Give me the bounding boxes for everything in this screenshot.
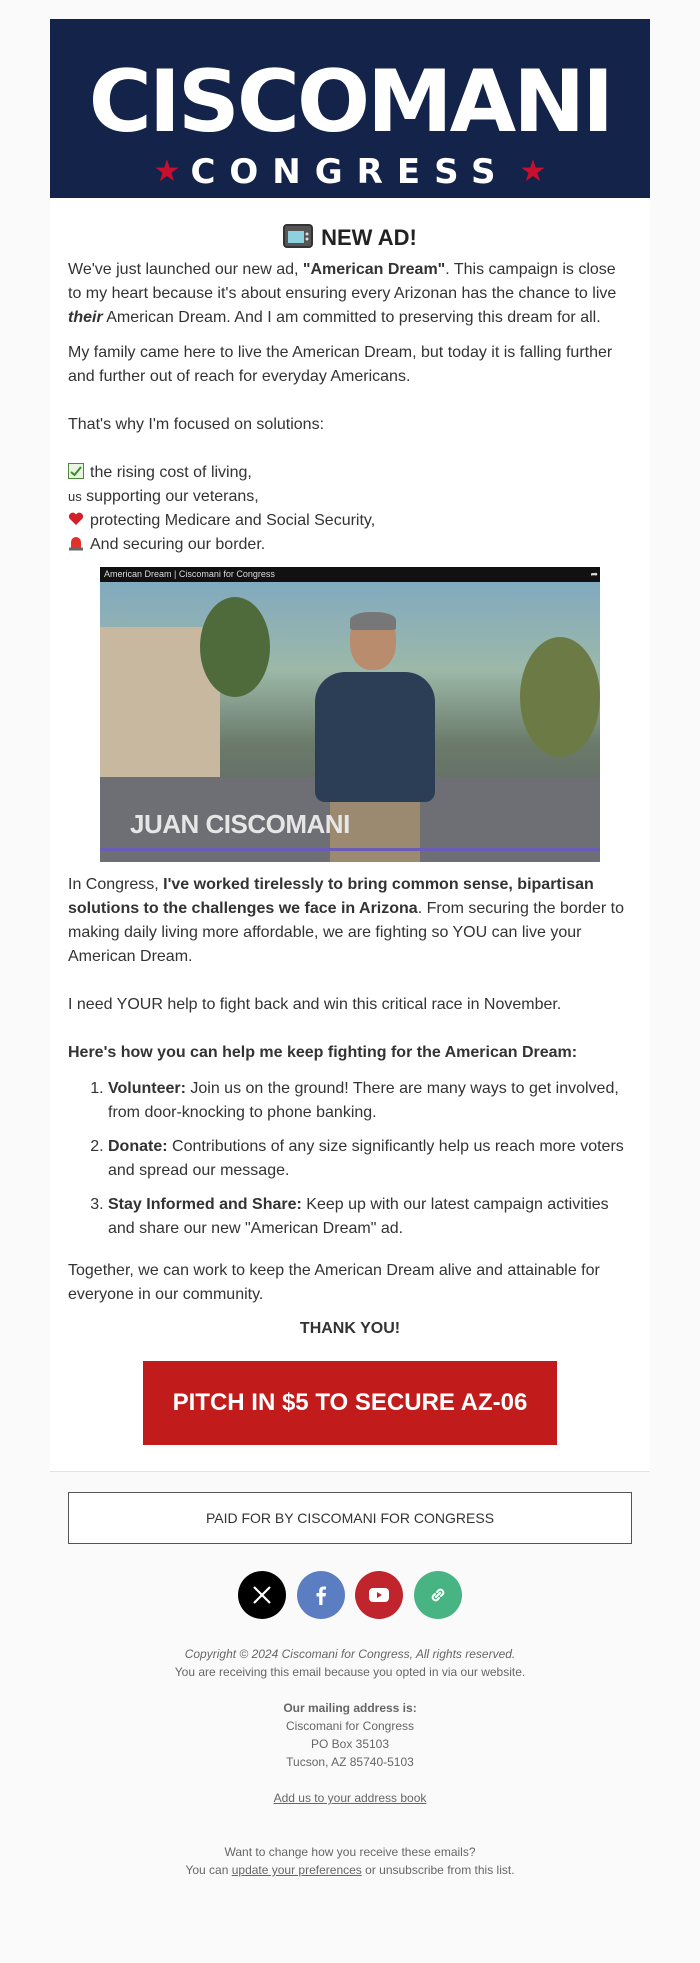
youtube-icon [367,1583,391,1607]
solution-text: protecting Medicare and Social Security, [90,512,376,529]
step-label: Donate: [108,1138,168,1155]
new-ad-title: NEW AD! [321,225,417,250]
video-progress-bar [100,848,600,851]
ad-name: "American Dream" [302,261,446,278]
video-title-bar [100,567,600,582]
list-item [68,461,632,485]
mailing-label: Our mailing address is: [283,1701,417,1715]
preferences-line [0,1861,700,1879]
facebook-social-button[interactable] [297,1571,345,1619]
thank-you: THANK YOU! [299,1320,401,1337]
website-link-button[interactable] [414,1571,462,1619]
copyright: Copyright © 2024 Ciscomani for Congress, All rights reserved. [184,1647,516,1661]
us-flag-icon: us [68,489,82,504]
list-item [68,533,632,557]
list-item [108,1135,632,1183]
video-caption: JUAN CISCOMANI [130,809,350,839]
congress-bold: I've worked tirelessly to bring common sense, bipartisan solutions to the challenges we face in Arizona [68,876,594,917]
solution-text: supporting our veterans, [81,488,259,505]
star-icon: ★ [153,154,181,189]
help-steps-list [68,1077,632,1251]
congress-text: . From securing the border to making daily living more affordable, we are fighting so YOU can live your American Dream. [68,900,625,965]
heart-icon [68,511,84,527]
intro-text: We've just launched our new ad, [68,261,303,278]
change-question: Want to change how you receive these emails? [224,1845,476,1859]
list-item [108,1077,632,1125]
how-heading: Here's how you can help me keep fighting for the American Dream: [68,1044,578,1061]
check-box-icon [68,463,84,479]
list-item [68,509,632,533]
new-ad-heading [0,223,700,253]
congress-paragraph [68,873,632,969]
update-preferences-link[interactable]: update your preferences [231,1863,362,1877]
intro-text: American Dream. And I am committed to preserving this dream for all. [102,309,601,326]
step-label: Stay Informed and Share: [108,1196,302,1213]
receiving-note: You are receiving this email because you opted in via our website. [174,1665,526,1679]
video-thumbnail[interactable] [100,567,600,862]
x-icon [250,1583,274,1607]
paid-for-disclaimer: PAID FOR BY CISCOMANI FOR CONGRESS [68,1492,632,1544]
list-item [68,485,632,509]
step-text: Keep up with our latest campaign activities and share our new "American Dream" ad. [108,1196,609,1237]
solutions-intro: That's why I'm focused on solutions: [68,416,325,433]
divider [50,1471,650,1472]
star-icon: ★ [519,154,547,189]
step-text: Join us on the ground! There are many ways to get involved, from door-knocking to phone banking. [108,1080,619,1121]
solutions-list [68,461,632,557]
x-social-button[interactable] [238,1571,286,1619]
intro-text: . This campaign is close to my heart because it's about ensuring every Arizonan has the chance to live [68,261,617,302]
step-label: Volunteer: [108,1080,186,1097]
need-help-paragraph: I need YOUR help to fight back and win this critical race in November. [68,996,562,1013]
add-address-row [0,1789,700,1807]
list-item [108,1193,632,1241]
address-line: Ciscomani for Congress [285,1719,415,1733]
logo-subtitle [50,152,650,192]
address-line: Tucson, AZ 85740-5103 [286,1755,414,1769]
intro-paragraph [68,258,632,330]
share-icon[interactable]: ➦ [590,569,598,579]
facebook-icon [309,1583,333,1607]
pref-text: You can [185,1863,232,1877]
siren-icon [68,535,84,551]
campaign-header-logo [50,19,650,198]
family-paragraph: My family came here to live the American Dream, but today it is falling further and further out of reach for everyday Americans. [68,344,613,385]
unsubscribe-text: or unsubscribe from this list. [361,1863,515,1877]
their-emphasis: their [68,309,103,326]
congress-text: In Congress, [68,876,164,893]
youtube-social-button[interactable] [355,1571,403,1619]
link-icon [426,1583,450,1607]
donate-button[interactable]: PITCH IN $5 TO SECURE AZ-06 [143,1361,557,1445]
solution-text: And securing our border. [90,536,266,553]
add-address-link[interactable]: Add us to your address book [273,1791,427,1805]
tv-icon [283,224,313,248]
solution-text: the rising cost of living, [90,464,252,481]
logo-congress: CONGRESS [190,152,510,192]
logo-name: CISCOMANI [88,52,612,152]
video-title: American Dream | Ciscomani for Congress [104,569,275,579]
step-text: Contributions of any size significantly help us reach more voters and spread our message. [108,1138,624,1179]
together-paragraph: Together, we can work to keep the American Dream alive and attainable for everyone in our community. [68,1262,600,1303]
address-line: PO Box 35103 [310,1737,390,1751]
